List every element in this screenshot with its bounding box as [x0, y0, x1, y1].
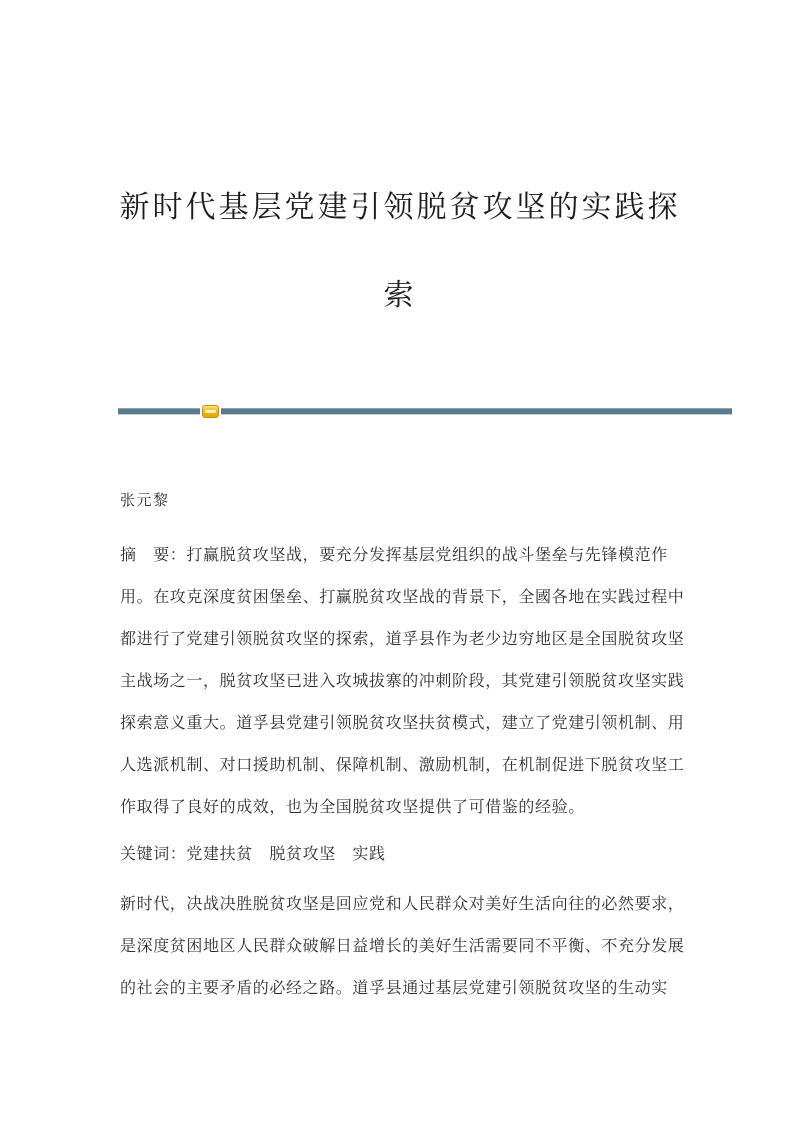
author-name: 张元黎 — [120, 493, 170, 509]
abstract-line: 人选派机制、对口援助机制、保障机制、激励机制，在机制促进下脱贫攻坚工 — [120, 757, 685, 774]
abstract-line: 用。在攻克深度贫困堡垒、打赢脱贫攻坚战的背景下，全國各地在实践过程中 — [120, 589, 685, 606]
abstract-line: 摘 要：打赢脱贫攻坚战，要充分发挥基层党组织的战斗堡垒与先锋模范作 — [120, 547, 668, 564]
body-line: 的社会的主要矛盾的必经之路。道孚县通过基层党建引领脱贫攻坚的生动实 — [120, 980, 668, 997]
book-icon-highlight — [205, 410, 216, 413]
divider-bar — [118, 408, 732, 415]
body-line: 新时代，决战决胜脱贫攻坚是回应党和人民群众对美好生活向往的必然要求， — [120, 896, 685, 913]
abstract-line: 都进行了党建引领脱贫攻坚的探索，道孚县作为老少边穷地区是全国脱贫攻坚 — [120, 631, 685, 648]
page-title-line-1: 新时代基层党建引领脱贫攻坚的实践探 — [119, 191, 681, 224]
keywords-line: 关键词：党建扶贫 脱贫攻坚 实践 — [120, 846, 386, 863]
body-paragraph — [120, 884, 690, 1010]
keywords-section — [120, 834, 690, 876]
body-line: 是深度贫困地区人民群众破解日益增长的美好生活需要同不平衡、不充分发展 — [120, 938, 685, 955]
abstract-paragraph — [120, 535, 690, 829]
abstract-line: 探索意义重大。道孚县党建引领脱贫攻坚扶贫模式，建立了党建引领机制、用 — [120, 715, 685, 732]
page-title — [0, 164, 800, 340]
book-icon — [202, 405, 219, 418]
abstract-line: 主战场之一，脱贫攻坚已进入攻城拔寨的冲刺阶段，其党建引领脱贫攻坚实践 — [120, 673, 685, 690]
abstract-line: 作取得了良好的成效，也为全国脱贫攻坚提供了可借鉴的经验。 — [120, 799, 585, 816]
page-title-line-2: 索 — [383, 279, 417, 312]
